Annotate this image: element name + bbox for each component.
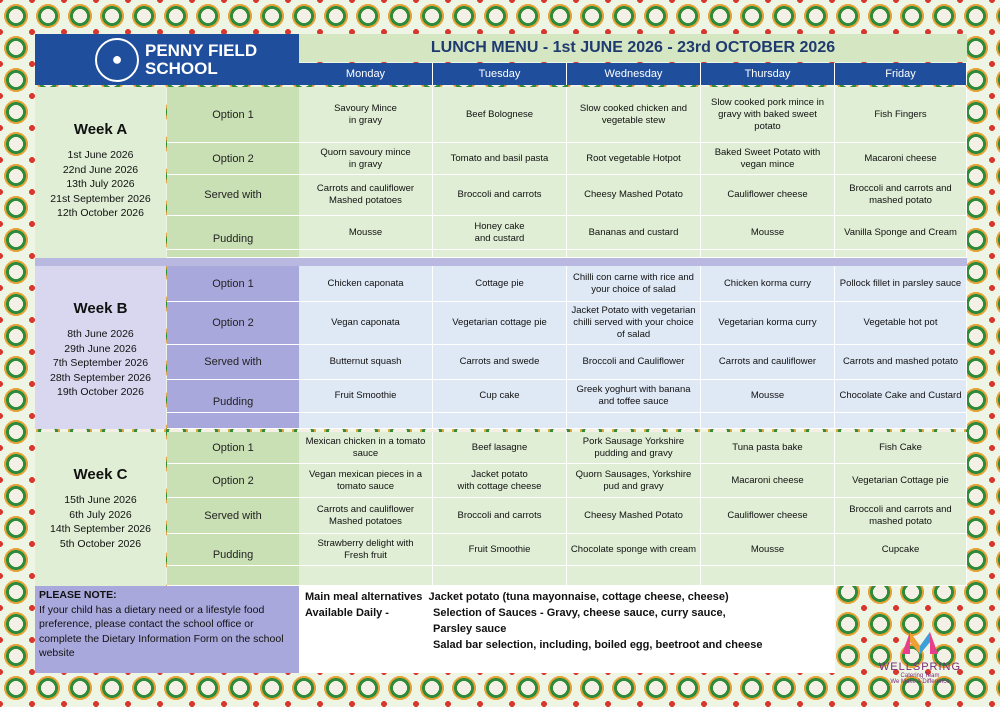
row-label: Option 2 <box>167 143 299 175</box>
menu-cell: Slow cooked pork mince in gravy with baked sweet potato <box>701 87 835 143</box>
menu-cell-spacer <box>567 566 701 586</box>
menu-cell-spacer <box>835 413 967 429</box>
week-title: Week B <box>73 300 128 317</box>
week-block-2 <box>35 432 166 586</box>
menu-cell: Carrots and mashed potato <box>835 345 967 380</box>
day-header-wednesday: Wednesday <box>567 63 701 85</box>
row-label: Option 2 <box>167 464 299 498</box>
menu-cell: Mousse <box>299 216 433 250</box>
menu-cell: Vegetarian korma curry <box>701 302 835 345</box>
menu-cell: Chilli con carne with rice and your choice of salad <box>567 266 701 302</box>
menu-cell: Cauliflower cheese <box>701 175 835 216</box>
menu-cell: Mousse <box>701 534 835 566</box>
menu-cell: Chocolate sponge with cream <box>567 534 701 566</box>
menu-cell: Broccoli and carrots and mashed potato <box>835 498 967 534</box>
menu-cell: Vegetarian cottage pie <box>433 302 567 345</box>
menu-cell: Fish Cake <box>835 432 967 464</box>
menu-cell: Carrots and swede <box>433 345 567 380</box>
menu-cell: Broccoli and Cauliflower <box>567 345 701 380</box>
menu-cell: Vegan mexican pieces in a tomato sauce <box>299 464 433 498</box>
row-label: Served with <box>167 498 299 534</box>
menu-cell: Greek yoghurt with banana and toffee sauce <box>567 380 701 413</box>
row-label: Pudding <box>167 216 299 250</box>
day-header-friday: Friday <box>835 63 967 85</box>
menu-cell: Beef Bolognese <box>433 87 567 143</box>
alt-text-3: Parsley sauce <box>433 623 507 635</box>
menu-cell-spacer <box>567 250 701 258</box>
menu-cell-spacer <box>701 413 835 429</box>
menu-cell: Butternut squash <box>299 345 433 380</box>
week-date: 8th June 2026 <box>67 328 134 340</box>
menu-cell: Savoury Mince in gravy <box>299 87 433 143</box>
menu-cell: Bananas and custard <box>567 216 701 250</box>
row-label-spacer <box>167 566 299 586</box>
menu-cell: Cheesy Mashed Potato <box>567 175 701 216</box>
menu-cell-spacer <box>433 566 567 586</box>
menu-cell: Vanilla Sponge and Cream <box>835 216 967 250</box>
menu-cell-spacer <box>433 413 567 429</box>
menu-cell: Carrots and cauliflower Mashed potatoes <box>299 498 433 534</box>
week-block-1 <box>35 266 166 429</box>
row-label: Served with <box>167 345 299 380</box>
menu-cell: Strawberry delight with Fresh fruit <box>299 534 433 566</box>
row-label-spacer <box>167 413 299 429</box>
school-name <box>145 42 257 78</box>
menu-cell: Vegan caponata <box>299 302 433 345</box>
school-name-line1: PENNY FIELD <box>145 40 258 60</box>
menu-cell: Cupcake <box>835 534 967 566</box>
week-date: 19th October 2026 <box>57 386 144 398</box>
wellspring-line1: Catering Team <box>900 673 940 679</box>
week-date: 1st June 2026 <box>67 149 134 161</box>
note-text: If your child has a dietary need or a lifestyle food preference, please contact the school office or complete the Dietary Information Form on the school website <box>39 603 284 659</box>
menu-cell: Carrots and cauliflower Mashed potatoes <box>299 175 433 216</box>
menu-cell: Macaroni cheese <box>835 143 967 175</box>
week-date: 6th July 2026 <box>69 508 132 521</box>
menu-cell: Mousse <box>701 216 835 250</box>
row-label: Pudding <box>167 380 299 413</box>
menu-cell: Chicken caponata <box>299 266 433 302</box>
menu-cell-spacer <box>433 250 567 258</box>
alt-label-2: Available Daily - <box>305 607 389 619</box>
menu-cell: Vegetarian Cottage pie <box>835 464 967 498</box>
row-label: Option 1 <box>167 266 299 302</box>
week-date: 15th June 2026 <box>64 494 137 506</box>
menu-cell-spacer <box>299 413 433 429</box>
row-label: Pudding <box>167 534 299 566</box>
menu-cell: Root vegetable Hotpot <box>567 143 701 175</box>
day-header-tuesday: Tuesday <box>433 63 567 85</box>
menu-cell: Baked Sweet Potato with vegan mince <box>701 143 835 175</box>
row-label-spacer <box>167 250 299 258</box>
menu-cell: Cottage pie <box>433 266 567 302</box>
wellspring-m-icon <box>900 630 940 656</box>
menu-cell: Tuna pasta bake <box>701 432 835 464</box>
school-name-line2: SCHOOL <box>145 58 218 78</box>
row-label: Option 1 <box>167 432 299 464</box>
menu-cell-spacer <box>835 566 967 586</box>
menu-cell: Cauliflower cheese <box>701 498 835 534</box>
wellspring-logo <box>870 630 970 685</box>
school-logo <box>35 34 299 85</box>
wellspring-name: WELLSPRING <box>878 661 962 673</box>
menu-cell: Tomato and basil pasta <box>433 143 567 175</box>
menu-cell: Chicken korma curry <box>701 266 835 302</box>
week-date: 5th October 2026 <box>59 537 142 550</box>
menu-cell: Quorn Sausages, Yorkshire pud and gravy <box>567 464 701 498</box>
menu-cell: Mousse <box>701 380 835 413</box>
alternatives-box <box>299 586 835 673</box>
week-separator <box>35 258 967 266</box>
menu-cell: Fish Fingers <box>835 87 967 143</box>
week-date: 28th September 2026 <box>50 371 151 384</box>
menu-cell: Beef lasagne <box>433 432 567 464</box>
menu-cell: Pork Sausage Yorkshire pudding and gravy <box>567 432 701 464</box>
menu-cell-spacer <box>835 250 967 258</box>
alt-label-1: Main meal alternatives <box>305 591 423 603</box>
menu-cell-spacer <box>299 250 433 258</box>
menu-cell: Macaroni cheese <box>701 464 835 498</box>
note-heading: PLEASE NOTE: <box>39 589 117 601</box>
row-label: Option 1 <box>167 87 299 143</box>
menu-title: LUNCH MENU - 1st JUNE 2026 - 23rd OCTOBER 2026 <box>299 34 967 62</box>
menu-cell-spacer <box>299 566 433 586</box>
day-header-thursday: Thursday <box>701 63 835 85</box>
menu-cell: Fruit Smoothie <box>433 534 567 566</box>
week-title: Week C <box>73 466 128 483</box>
week-date: 29th June 2026 <box>64 342 137 355</box>
week-date: 14th September 2026 <box>50 523 151 535</box>
alt-text-4: Salad bar selection, including, boiled egg, beetroot and cheese <box>433 639 763 651</box>
menu-cell: Chocolate Cake and Custard <box>835 380 967 413</box>
menu-cell: Jacket Potato with vegetarian chilli served with your choice of salad <box>567 302 701 345</box>
menu-cell: Pollock fillet in parsley sauce <box>835 266 967 302</box>
menu-cell: Cup cake <box>433 380 567 413</box>
menu-cell-spacer <box>701 566 835 586</box>
menu-cell: Quorn savoury mince in gravy <box>299 143 433 175</box>
row-label: Option 2 <box>167 302 299 345</box>
alt-text-1: Jacket potato (tuna mayonnaise, cottage cheese, cheese) <box>428 591 729 603</box>
wellspring-line2: We Make A Difference <box>890 679 950 685</box>
week-date: 13th July 2026 <box>66 178 135 190</box>
week-date: 21st September 2026 <box>50 192 151 205</box>
menu-cell: Broccoli and carrots and mashed potato <box>835 175 967 216</box>
menu-cell: Broccoli and carrots <box>433 175 567 216</box>
menu-cell: Mexican chicken in a tomato sauce <box>299 432 433 464</box>
dietary-note <box>35 586 299 673</box>
week-date: 7th September 2026 <box>52 357 149 369</box>
week-date: 22nd June 2026 <box>62 163 139 176</box>
row-label: Served with <box>167 175 299 216</box>
menu-cell: Slow cooked chicken and vegetable stew <box>567 87 701 143</box>
week-date: 12th October 2026 <box>57 207 144 219</box>
week-title: Week A <box>73 121 128 138</box>
menu-cell: Fruit Smoothie <box>299 380 433 413</box>
menu-cell-spacer <box>701 250 835 258</box>
menu-cell: Jacket potato with cottage cheese <box>433 464 567 498</box>
menu-cell: Cheesy Mashed Potato <box>567 498 701 534</box>
menu-cell-spacer <box>567 413 701 429</box>
week-block-0 <box>35 87 166 258</box>
menu-cell: Carrots and cauliflower <box>701 345 835 380</box>
alt-text-2: Selection of Sauces - Gravy, cheese sauce, curry sauce, <box>433 607 726 619</box>
menu-cell: Broccoli and carrots <box>433 498 567 534</box>
school-emblem-icon: ● <box>95 38 139 82</box>
menu-cell: Vegetable hot pot <box>835 302 967 345</box>
day-header-monday: Monday <box>299 63 433 85</box>
menu-cell: Honey cake and custard <box>433 216 567 250</box>
